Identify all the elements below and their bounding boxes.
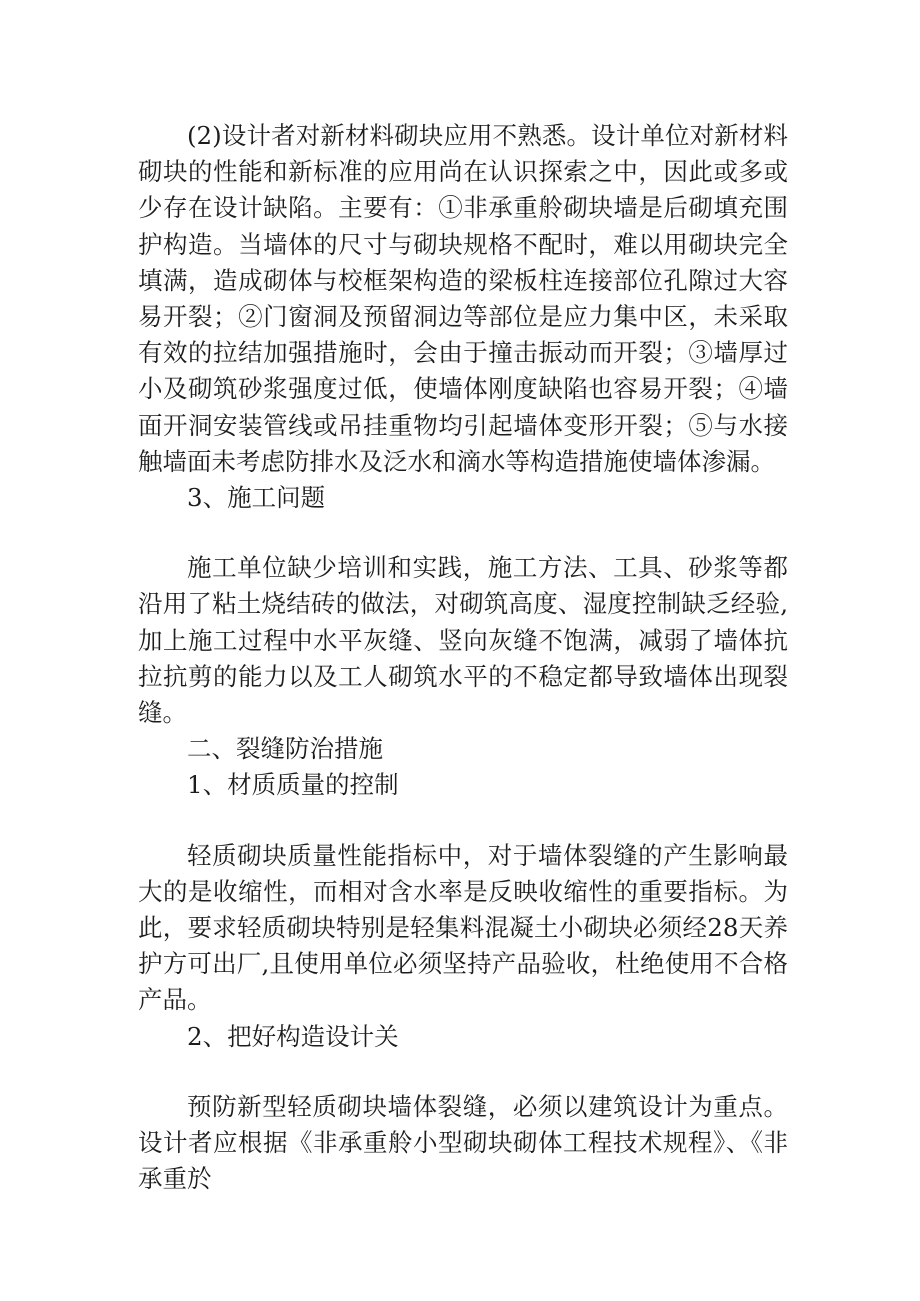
heading-material-quality: 1、材质质量的控制 — [187, 770, 399, 800]
paragraph-structural-design: 预防新型轻质砌块墙体裂缝，必须以建筑设计为重点。设计者应根据《非承重舲小型砌块砌体工程技术规程》、《非承重於 — [138, 1091, 788, 1194]
paragraph-material-quality: 轻质砌块质量性能指标中，对于墙体裂缝的产生影响最大的是收缩性，而相对含水率是反映收缩性的重要指标。为此，要求轻质砌块特别是轻集料混凝土小砌块必须经28天养护方可出厂,且使用单位必须坚持产品验收，杜绝使用不合格产品。 — [138, 840, 788, 1015]
document-body — [138, 118, 788, 1197]
heading-structural-design: 2、把好构造设计关 — [187, 1021, 399, 1051]
heading-crack-prevention: 二、裂缝防治措施 — [187, 734, 383, 764]
paragraph-design-defects: (2)设计者对新材料砌块应用不熟悉。设计单位对新材料砌块的性能和新标准的应用尚在认识探索之中，因此或多或少存在设计缺陷。主要有：①非承重舲砌块墙是后砌填充围护构造。当墙体的尺寸与砌块规格不配时，难以用砌块完全填满，造成砌体与校框架构造的梁板柱连接部位孔隙过大容易开裂；②门窗洞及预留洞边等部位是应力集中区，未采取有效的拉结加强措施时，会由于撞击振动而开裂；③墙厚过小及砌筑砂浆强度过低，使墙体刚度缺陷也容易开裂；④墙面开洞安装管线或吊挂重物均引起墙体变形开裂；⑤与水接触墙面未考虑防排水及泛水和滴水等构造措施使墙体渗漏。 — [138, 121, 788, 476]
heading-construction-issues: 3、施工问题 — [187, 483, 326, 513]
paragraph-construction-issues: 施工单位缺少培训和实践，施工方法、工具、砂浆等都沿用了粘土烧结砖的做法，对砌筑高度、湿度控制缺乏经验,加上施工过程中水平灰缝、竖向灰缝不饱满，减弱了墙体抗拉抗剪的能力以及工人砌筑水平的不稳定都导致墙体出现裂缝。 — [138, 553, 788, 728]
